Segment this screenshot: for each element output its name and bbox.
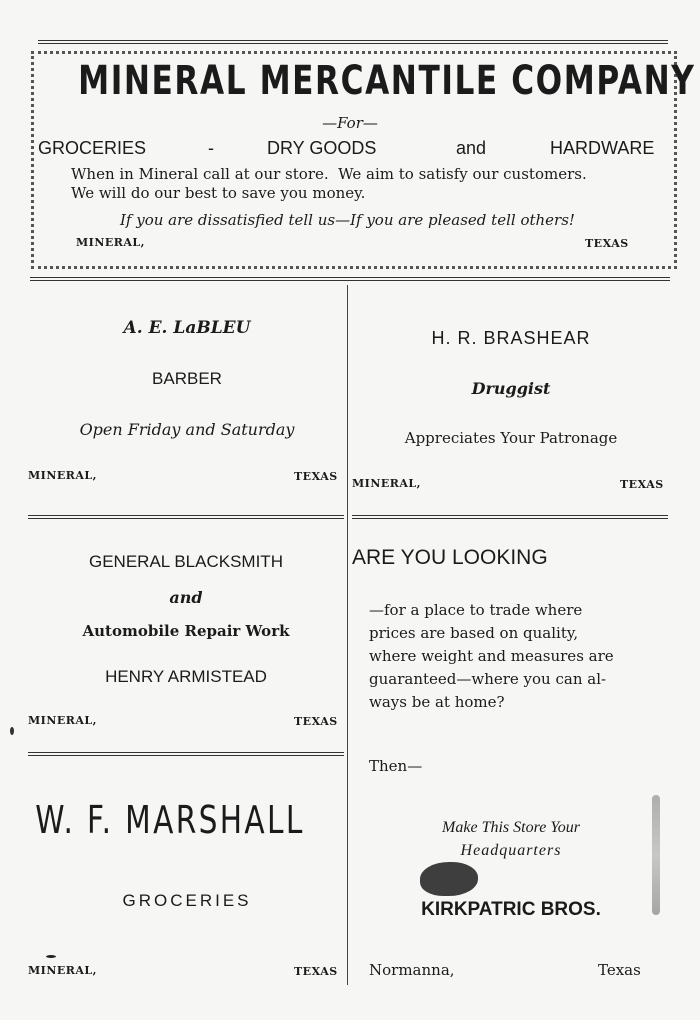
left-rule-2 xyxy=(28,752,344,756)
kirkpatric-city: Normanna, xyxy=(369,961,455,979)
edge-smudge xyxy=(652,795,660,915)
right-rule-1 xyxy=(352,515,668,519)
kirkpatric-body-line: where weight and measures are xyxy=(369,647,614,665)
blacksmith-line2: and xyxy=(169,588,203,607)
top-rule xyxy=(38,40,668,44)
kirkpatric-heading: ARE YOU LOOKING xyxy=(352,546,548,569)
druggist-name: H. R. BRASHEAR xyxy=(431,328,591,348)
kirkpatric-state: Texas xyxy=(598,961,641,979)
barber-state: TEXAS xyxy=(294,470,338,483)
ink-blot xyxy=(420,862,478,896)
druggist-trade: Druggist xyxy=(471,379,551,398)
blacksmith-city: MINERAL, xyxy=(28,714,98,727)
top-ad-and: and xyxy=(456,138,487,158)
top-ad-hardware: HARDWARE xyxy=(550,138,655,158)
column-divider xyxy=(347,285,348,985)
top-ad-title: MINERAL MERCANTILE COMPANY xyxy=(78,58,696,104)
kirkpatric-body-line: —for a place to trade where xyxy=(369,601,583,619)
top-ad-for: —For— xyxy=(322,114,378,132)
marshall-name: W. F. MARSHALL xyxy=(35,798,305,842)
barber-trade: BARBER xyxy=(152,369,222,388)
top-ad-bottom-rule xyxy=(30,277,670,281)
top-ad-line1: When in Mineral call at our store. We aim to satisfy our customers. xyxy=(71,165,587,183)
kirkpatric-body xyxy=(369,599,653,714)
top-ad-slogan: If you are dissatisfied tell us—If you are pleased tell others! xyxy=(120,211,575,229)
kirkpatric-body-line: guaranteed—where you can al- xyxy=(369,670,607,688)
top-ad-groceries: GROCERIES xyxy=(38,138,147,158)
druggist-state: TEXAS xyxy=(620,478,664,491)
speck xyxy=(10,727,14,735)
top-ad-state: TEXAS xyxy=(585,237,629,250)
kirkpatric-then: Then— xyxy=(369,757,423,775)
top-ad-city: MINERAL, xyxy=(76,236,146,249)
druggist-message: Appreciates Your Patronage xyxy=(404,429,618,447)
blacksmith-line3: Automobile Repair Work xyxy=(82,622,290,640)
top-ad-line2: We will do our best to save you money. xyxy=(71,184,366,202)
barber-city: MINERAL, xyxy=(28,469,98,482)
marshall-city: MINERAL, xyxy=(28,964,98,977)
blacksmith-name: HENRY ARMISTEAD xyxy=(105,667,267,686)
marshall-state: TEXAS xyxy=(294,965,338,978)
kirkpatric-tagline1: Make This Store Your xyxy=(442,819,580,836)
speck xyxy=(46,955,56,958)
top-ad-dash: - xyxy=(208,138,214,158)
kirkpatric-body-line: prices are based on quality, xyxy=(369,624,579,642)
left-rule-1 xyxy=(28,515,344,519)
kirkpatric-tagline2: Headquarters xyxy=(460,842,562,859)
druggist-city: MINERAL, xyxy=(352,477,422,490)
top-ad-dry-goods: DRY GOODS xyxy=(267,138,377,158)
barber-hours: Open Friday and Saturday xyxy=(79,420,295,439)
marshall-trade: GROCERIES xyxy=(122,891,252,910)
blacksmith-state: TEXAS xyxy=(294,715,338,728)
kirkpatric-body-line: ways be at home? xyxy=(369,693,505,711)
kirkpatric-name: KIRKPATRIC BROS. xyxy=(421,899,601,920)
blacksmith-line1: GENERAL BLACKSMITH xyxy=(89,552,283,571)
barber-name: A. E. LaBLEU xyxy=(123,318,251,338)
